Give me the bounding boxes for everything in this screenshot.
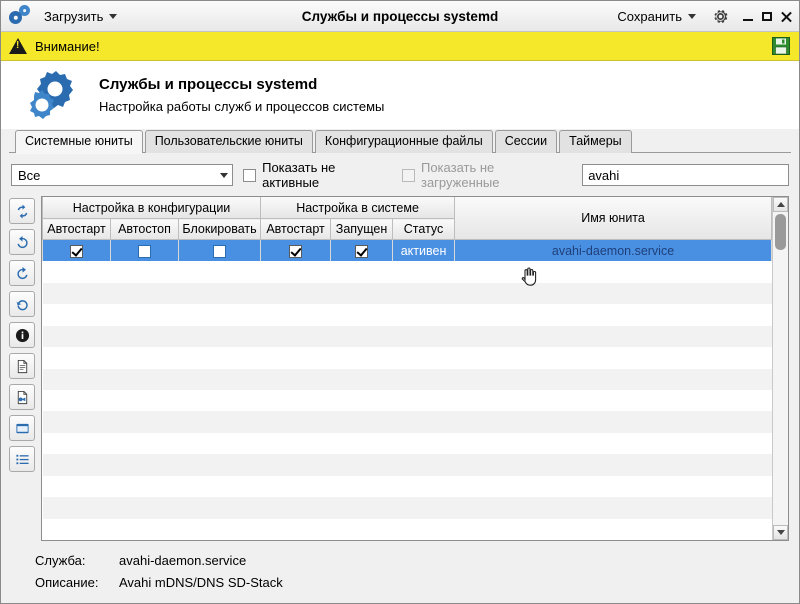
save-menu-label: Сохранить — [617, 8, 682, 24]
undo-arrow-icon — [15, 235, 30, 250]
side-toolbar — [7, 196, 37, 541]
gear-icon[interactable] — [711, 7, 730, 26]
save-menu-button[interactable] — [610, 6, 703, 27]
info-button[interactable] — [9, 322, 35, 348]
table-row-empty — [43, 369, 772, 390]
service-row — [35, 549, 789, 571]
table-group-header-row — [43, 197, 772, 219]
table-row-empty — [43, 433, 772, 454]
group-header-system: Настройка в системе — [261, 197, 455, 219]
table-row-empty — [43, 519, 772, 541]
search-value: avahi — [588, 167, 620, 183]
description-label: Описание: — [35, 574, 99, 590]
tab-system-units[interactable]: Системные юниты — [15, 130, 143, 153]
unit-filter-value: Все — [18, 167, 41, 183]
floppy-save-icon[interactable] — [771, 36, 791, 56]
show-unloaded-label: Показать не загруженные — [420, 160, 500, 190]
service-label: Служба: — [35, 552, 86, 568]
console-button[interactable] — [9, 415, 35, 441]
details-footer — [1, 541, 799, 603]
unit-filter-combo[interactable] — [11, 164, 233, 186]
cell-unit-name: avahi-daemon.service — [455, 240, 772, 262]
refresh-button[interactable] — [9, 198, 35, 224]
table-row-empty — [43, 411, 772, 432]
table-row-empty — [43, 304, 772, 325]
scroll-up-arrow[interactable] — [773, 197, 788, 212]
show-unloaded-checkbox — [402, 160, 572, 190]
window-controls — [738, 10, 793, 23]
table-body — [43, 240, 772, 541]
table-row-empty — [43, 326, 772, 347]
table-scroll-area — [42, 197, 788, 540]
search-input[interactable] — [582, 164, 789, 186]
cell-cfg-autostop[interactable] — [111, 240, 179, 262]
window-title: Службы и процессы systemd — [301, 8, 499, 24]
tab-user-units[interactable]: Пользовательские юниты — [145, 130, 313, 153]
checkbox-box — [402, 169, 415, 182]
list-icon — [15, 452, 30, 467]
warning-bar — [1, 32, 799, 61]
title-bar-right — [610, 6, 795, 27]
chevron-down-icon — [688, 14, 696, 19]
service-value: avahi-daemon.service — [119, 552, 247, 568]
gears-icon — [23, 68, 85, 122]
description-value: Avahi mDNS/DNS SD-Stack — [119, 574, 283, 590]
show-inactive-label: Показать не активные — [262, 160, 336, 190]
reload-button[interactable] — [9, 260, 35, 286]
tab-sessions[interactable]: Сессии — [495, 130, 557, 153]
table-row-empty — [43, 390, 772, 411]
column-header-sys-running[interactable]: Запущен — [331, 219, 393, 240]
cell-sys-autostart[interactable] — [261, 240, 331, 262]
column-header-status[interactable]: Статус — [393, 219, 455, 240]
terminal-icon — [15, 421, 30, 436]
log-button[interactable] — [9, 384, 35, 410]
cell-cfg-block[interactable] — [179, 240, 261, 262]
column-header-cfg-autostart[interactable]: Автостарт — [43, 219, 111, 240]
scroll-down-arrow[interactable] — [773, 525, 788, 540]
table-row[interactable] — [43, 240, 772, 262]
restore-button[interactable] — [9, 291, 35, 317]
chevron-down-icon — [109, 14, 117, 19]
chevron-down-icon — [220, 173, 228, 178]
app-banner — [1, 61, 799, 129]
column-header-sys-autostart[interactable]: Автостарт — [261, 219, 331, 240]
refresh-icon — [15, 204, 30, 219]
document-icon — [15, 359, 30, 374]
show-inactive-checkbox[interactable] — [243, 160, 392, 190]
rotate-left-icon — [15, 297, 30, 312]
cell-sys-running[interactable] — [331, 240, 393, 262]
table-row-empty — [43, 497, 772, 518]
scroll-thumb[interactable] — [775, 214, 786, 250]
column-header-cfg-autostop[interactable]: Автостоп — [111, 219, 179, 240]
info-circle-icon — [15, 328, 30, 343]
units-table-container — [41, 196, 789, 541]
table-row-empty — [43, 261, 772, 282]
table-row-empty — [43, 476, 772, 497]
cell-cfg-autostart[interactable] — [43, 240, 111, 262]
close-icon[interactable] — [780, 10, 793, 23]
checkbox-box — [243, 169, 256, 182]
table-row-empty — [43, 454, 772, 475]
page-subtitle: Настройка работы служб и процессов системы — [99, 99, 385, 114]
cell-status: активен — [393, 240, 455, 262]
tab-timers[interactable]: Таймеры — [559, 130, 632, 153]
reload-circular-icon — [15, 266, 30, 281]
group-header-config: Настройка в конфигурации — [43, 197, 261, 219]
load-menu-label: Загрузить — [44, 8, 104, 24]
banner-texts — [99, 76, 384, 114]
tab-strip — [1, 129, 799, 153]
scroll-track[interactable] — [773, 212, 788, 525]
list-button[interactable] — [9, 446, 35, 472]
load-menu-button[interactable] — [37, 6, 124, 27]
warning-triangle-icon — [9, 38, 27, 54]
document-note-icon — [15, 390, 30, 405]
tab-config-files[interactable]: Конфигурационные файлы — [315, 130, 493, 153]
table-vertical-scrollbar[interactable] — [772, 197, 788, 540]
column-header-unit-name[interactable]: Имя юнита — [455, 197, 772, 240]
revert-button[interactable] — [9, 229, 35, 255]
table-row-empty — [43, 347, 772, 368]
warning-text: Внимание! — [35, 38, 100, 54]
table-row-empty — [43, 283, 772, 304]
file-button[interactable] — [9, 353, 35, 379]
units-table — [42, 197, 772, 540]
description-row — [35, 571, 789, 593]
filter-row — [1, 153, 799, 196]
title-bar-left — [5, 5, 124, 27]
page-title: Службы и процессы systemd — [99, 76, 318, 93]
title-bar — [1, 1, 799, 32]
maximize-icon[interactable] — [761, 10, 774, 23]
minimize-icon[interactable] — [742, 10, 755, 23]
gears-icon — [9, 5, 31, 27]
main-body — [1, 196, 799, 541]
column-header-cfg-block[interactable]: Блокировать — [179, 219, 261, 240]
